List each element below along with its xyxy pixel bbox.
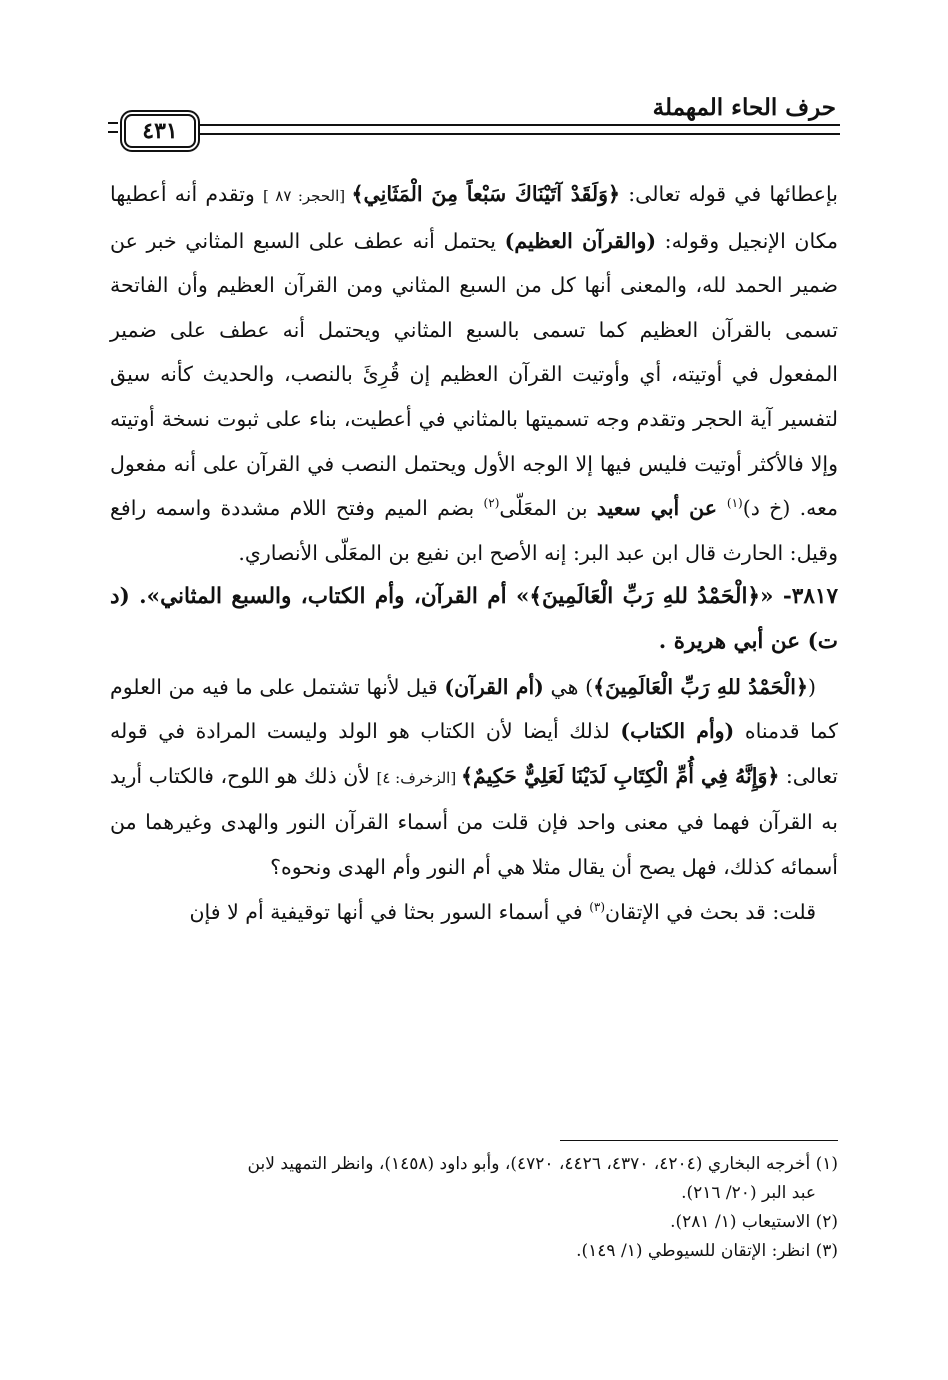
text-segment: قيل لأنها تشتمل على ما فيه من العلوم كما قدمناه: [110, 674, 838, 744]
quran-verse: ﴿وَلَقَدْ آتَيْنَاكَ سَبْعاً مِنَ الْمَثَانِي﴾: [351, 182, 621, 206]
narrator-name: عن أبي سعيد: [596, 496, 727, 521]
footnote-3: (٣) انظر: الإتقان للسيوطي (١/ ١٤٩).: [576, 1241, 838, 1261]
text-segment: لأن ذلك هو اللوح، فالكتاب أريد به القرآن فهما في معنى واحد فإن قلت من أسماء القرآن النور والهدى وغيرهما من أسمائه كذلك، فهل يصح أن يقال مثلا هي أم النور وأم الهدى ونحوه؟: [110, 763, 838, 879]
hadith-3817: [110, 575, 838, 664]
text-segment: يحتمل أنه عطف على السبع المثاني خبر عن ضمير الحمد لله، والمعنى أنها كل من السبع المثاني ومن القرآن العظيم وأن الفاتحة تسمى بالقرآن العظيم كما تسمى بالسبع المثاني ويحتمل أنه عطف على ضمير المفعول في أوتيته، أي وأوتيت القرآن العظيم إن قُرِئَ بالنصب، والحديث كأنه سيق لتفسير آية الحجر وتقدم وجه تسميتها بالمثاني في أعطيت، بناء على ثبوت نسخة أوتيته وإلا فالأكثر أوتيت فليس فيها إلا الوجه الأول ويحتمل النصب في القرآن على أنه مفعول معه. (خ د): [110, 228, 839, 521]
footnote-1: (١) أخرجه البخاري (٤٢٠٤، ٤٣٧٠، ٤٤٢٦، ٤٧٢٠)، وأبو داود (١٤٥٨)، وانظر التمهيد لابن: [247, 1154, 838, 1174]
bold-phrase: (أم القرآن): [444, 674, 544, 699]
hadith-text: » أم القرآن، وأم الكتاب، والسبع المثاني». (د ت) عن أبي هريرة .: [110, 584, 838, 654]
text-segment: لذلك أيضا لأن الكتاب هو الولد وليست المرادة في قوله تعالى:: [110, 719, 838, 788]
text-segment: قلت: قد بحث في الإتقان: [605, 899, 816, 924]
text-segment: ) هي: [543, 674, 594, 699]
quran-verse: ﴿الْحَمْدُ للهِ رَبِّ الْعَالَمِينَ﴾: [529, 584, 761, 610]
text-segment: بضم الميم وفتح اللام مشددة واسمه رافع وقيل: الحارث قال ابن عبد البر: إنه الأصح ابن نفيع بن المعَلّى الأنصاري.: [110, 496, 838, 565]
bold-phrase: (وأم الكتاب): [620, 719, 735, 744]
footnote-marker[interactable]: (٢): [483, 496, 500, 511]
footnote-2: (٢) الاستيعاب (١/ ٢٨١).: [670, 1212, 838, 1232]
footnote-marker[interactable]: (١): [726, 496, 743, 511]
hadith-number: ٣٨١٧- «: [760, 584, 838, 610]
footnotes: [110, 1150, 838, 1266]
paragraph-commentary: [110, 172, 838, 575]
text-segment: بإعطائها في قوله تعالى:: [620, 182, 838, 206]
verse-reference: [الزخرف: ٤]: [376, 768, 461, 787]
text-segment: (: [808, 674, 816, 699]
paragraph-commentary: [110, 890, 838, 935]
quran-verse: ﴿الْحَمْدُ للهِ رَبِّ الْعَالَمِينَ﴾: [593, 674, 808, 699]
text-segment: بن المعَلّى: [499, 496, 597, 521]
main-text: [110, 172, 838, 934]
text-segment: في أسماء السور بحثا في أنها توقيفية أم لا فإن: [189, 899, 590, 924]
verse-reference: [الحجر: ٨٧ ]: [262, 187, 352, 205]
footnote-1-continued: عبد البر (٢٠/ ٢١٦).: [681, 1183, 816, 1203]
page-number: ٤٣١: [124, 114, 196, 148]
paragraph-commentary: [110, 665, 838, 890]
header-double-rule: [196, 124, 840, 135]
bold-phrase: (والقرآن العظيم): [504, 228, 657, 253]
quran-verse: ﴿وَإِنَّهُ فِي أُمِّ الْكِتَابِ لَدَيْنَا لَعَلِيٌّ حَكِيمٌ﴾: [460, 763, 780, 788]
text-segment: وتقدم أنه أعطيها مكان الإنجيل وقوله:: [110, 182, 839, 253]
running-title: حرف الحاء المهملة: [652, 94, 836, 121]
header-rule-end: [108, 122, 118, 133]
footnote-marker[interactable]: (٣): [589, 899, 606, 914]
footnote-separator: [560, 1140, 838, 1141]
